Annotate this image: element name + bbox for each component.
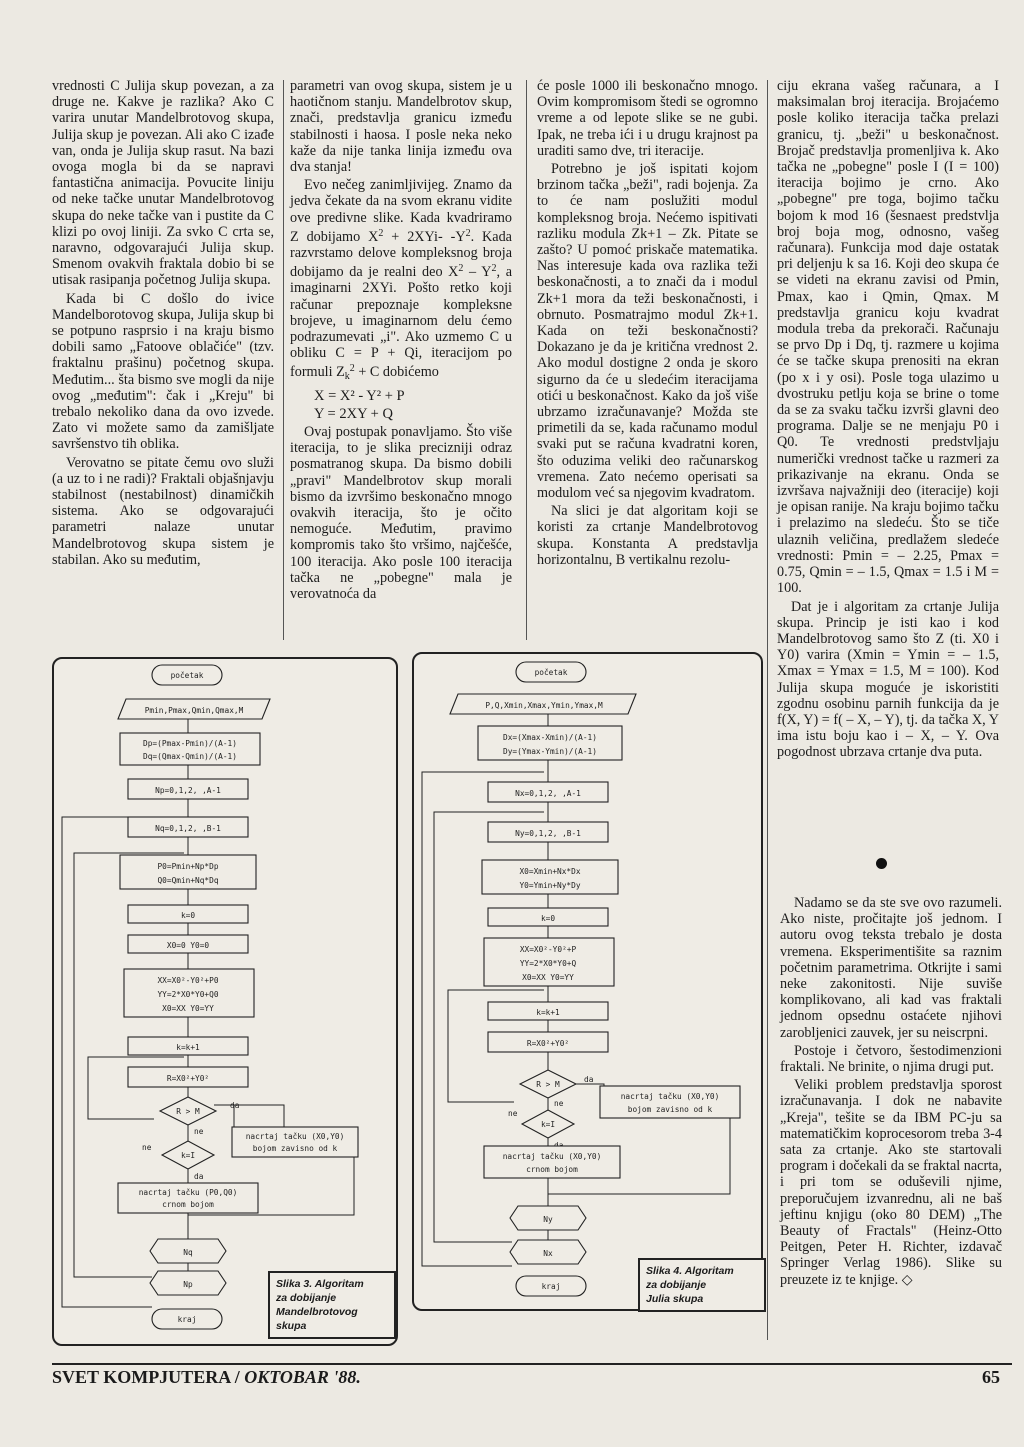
- paint-b-1: nacrtaj tačku (X0,Y0): [502, 1152, 602, 1161]
- paragraph: Nadamo se da ste sve ovo razumeli. Ako niste, pročitajte još jednom. I autoru ovog teksta trebalo je dosta vremena. Eksperimentišite sa raznim početnim parametrima. Otkrijte i sami neke zakonitosti. Nije suviše komplikovano, ali kad vas fraktali jednom opsednu ostaćete njihovi zarobljenici zauvek, jer su neiscrpni.: [780, 895, 1002, 1041]
- figure-caption-3: [268, 1271, 396, 1339]
- text-run: – Y: [463, 264, 492, 281]
- xy0-label: X0=0 Y0=0: [166, 941, 210, 950]
- yes-label: da: [584, 1075, 594, 1084]
- y0-label: Y0=Ymin+Ny*Dy: [519, 881, 581, 890]
- magazine-name: SVET KOMPJUTERA /: [52, 1367, 240, 1387]
- formula-y: Y = 2XY + Q: [314, 405, 393, 422]
- text-run: + 2XYi- -Y: [383, 228, 466, 245]
- nq-label: Nq: [183, 1248, 193, 1257]
- loop-ny-label: Ny=0,1,2, ,B-1: [515, 829, 581, 838]
- paragraph: Na slici je dat algoritam koji se koristi za crtanje Mandelbrotovog skupa. Konstanta A predstavlja horizontalnu, B vertikalnu rezolu-: [537, 503, 758, 568]
- paragraph: Potrebno je još ispitati kojom brzinom tačka „beži", radi bojenja. Za to će nam poslužiti modul kompleksnog broja. Nećemo ispitivati razliku modula Zk+1 – Zk. Pitate se zašto? U pomoć priskače matematika. Nas interesuje kada ova razlika teži beskonačnosti, a to znači da i modul Zk+1 mora da teži beskonačnosti, i obrnuto. Posmatrajmo modul Zk+1. Kada on teži beskonačnosti? Dokazano je da je kritična vrednost 2. Ako modul dostigne 2 onda je skoro sigurno da će u sledećim iteracijama otići u beskonačnost. Kako da još više ubrzamo izračunavanje? Možda ste primetili da se, kada računamo modul svaki put se računa kvadratni koren, što oduzima veliki deo računarskog vremena. Zato nećemo operisati sa modulom već sa njegovim kvadratom.: [537, 161, 758, 502]
- r-label: R=X0²+Y0²: [526, 1039, 570, 1048]
- section-bullet: [876, 858, 887, 869]
- assign-label: X0=XX Y0=YY: [522, 973, 574, 982]
- yy-label: YY=2*X0*Y0+Q: [519, 959, 577, 968]
- paragraph: Kada bi C došlo do ivice Mandelborotovog skupa, Julija skup bi se potpuno rasprsio i na kraju bismo dobili samo „Fatoove oblačiće" (tzv. fraktalnu prašinu) početnog skupa. Međutim... šta bismo sve mogli da nije ovog „međutim": čak i „Kreju" bi trebalo nekoliko dana da ovo izvede. Zato vi možete samo da zamišljate savršenstvo tih oblika.: [52, 290, 274, 453]
- p0-label: P0=Pmin+Np*Dp: [157, 862, 219, 871]
- text-run: Evo nečeg zanimljivijeg. Znamo da jedva čekate da na svom ekranu vidite ove predivne slike. Kada kvadriramo Z dobijamo X: [290, 177, 512, 245]
- loop-np-label: Np=0,1,2, ,A-1: [155, 786, 221, 795]
- superscript: 2: [465, 227, 471, 239]
- paragraph: Dat je i algoritam za crtanje Julija skupa. Princip je isti kao i kod Mandelbrotovog samo što Z (ti. X0 i Y0) varira (Xmin = Ymin = – 1.5, Xmax = Ymax = 1.5, M = 100). Kod Julija skupa moguće je iskoristiti zgodnu osobinu parnih funkcija da je f(X, Y) = f( – X, – Y), tj. da tačka X, Y ima istu boju kao i – X, – Y. Ova pogodnost ubrzava crtanje dva puta.: [777, 598, 999, 761]
- end-label: kraj: [541, 1282, 561, 1291]
- xx-label: XX=X0²-Y0²+P: [519, 945, 577, 954]
- paragraph: [290, 177, 512, 385]
- paragraph: će posle 1000 ili beskonačno mnogo. Ovim kompromisom štedi se ogromno vreme a od lepote slike se ne gubi. Ipak, ne treba ići i u drugu krajnost pa uraditi samo dve, tri iteracije.: [537, 78, 758, 159]
- flowchart-2-drawing: [414, 654, 761, 1309]
- paragraph: Veliki problem predstavlja sporost izračunavanja. I dok ne nabavite „Kreja", tešite se da IBM PC-ju sa matematičkim koprocesorom treba 3-4 sata za crtanje. Ako ste startovali program i dočekali da se fraktal nacrta, i pri tom se oduševili njime, preporučujem izvanrednu, ali ne baš jeftinu knjigu (oko 80 DEM) „The Beauty of Fractals" (Heinz-Otto Peitgen, Peter H. Richter, izdavač Springer Verlag 1986). Slike su preuzete iz te knjige. ◇: [780, 1077, 1002, 1288]
- superscript: 2: [491, 263, 497, 275]
- issue-month: OKTOBAR '88.: [244, 1367, 361, 1387]
- yes-label-2: da: [194, 1172, 204, 1181]
- magazine-title: [52, 1367, 361, 1388]
- xx-label: XX=X0²-Y0²+P0: [157, 976, 219, 985]
- paragraph: Verovatno se pitate čemu ovo služi (a uz to i ne radi)? Fraktali objašnjavju stabilnost (nestabilnost) dinamičkih sistema. Ako se odgovarajući parametri nalaze unutar Mandelbrotovog skupa sistem je stabilan. Ako su međutim,: [52, 454, 274, 568]
- caption-line: Mandelbrotovog: [276, 1306, 358, 1318]
- text-run: , a imaginarni 2XYi. Pošto retko koji računar prepoznaje kompleksne brojeve, u imaginarnom delu ćemo podrazumevati „i". Ako uzmemo C u obliku C = P + Qi, iteracijom po formuli Z: [290, 264, 512, 381]
- subscript: k: [344, 371, 350, 383]
- paint-b-2: crnom bojom: [162, 1200, 214, 1209]
- cond-r-label: R > M: [536, 1080, 560, 1089]
- paragraph: parametri van ovog skupa, sistem je u haotičnom stanju. Mandelbrotov skup, znači, predstavlja granicu između stabilnosti i haosa. I posle neka neko kaže da nije tanka linija između ova dva stanja!: [290, 78, 512, 176]
- r-label: R=X0²+Y0²: [166, 1074, 210, 1083]
- text-run: + C dobićemo: [354, 364, 439, 381]
- column-rule: [283, 80, 284, 640]
- column-rule: [767, 80, 768, 1340]
- superscript: 2: [378, 227, 384, 239]
- yy-label: YY=2*X0*Y0+Q0: [157, 990, 219, 999]
- paragraph: vrednosti C Julija skup povezan, a za druge ne. Kakve je razlika? Ako C varira unutar Mandelbrotovog skupa, Julija skup je povezan. Ali ako C izađe van, onda je Julija skup rasut. Na bazi ovoga mogla bi da se napravi fantastična animacija. Povucite liniju od neke tačke unutar Mandelbrotovog skupa do neke tačke van i pustite da C klizi po ovoj liniji. Za svko C crta se, naravno, odgovarajući Julija skup. Smenom ovakvih fraktala dobio bi se utisak rasipanja početnog Julija skupa.: [52, 78, 274, 289]
- start-label: početak: [534, 668, 568, 677]
- paragraph: Postoje i četvoro, šestodimenzioni fraktali. Ne brinite, o njima drugi put.: [780, 1042, 1002, 1076]
- kinc-label: k=k+1: [176, 1043, 200, 1052]
- dq-label: Dq=(Qmax-Qmin)/(A-1): [143, 752, 237, 761]
- input-label: Pmin,Pmax,Qmin,Qmax,M: [144, 706, 244, 715]
- dy-label: Dy=(Ymax-Ymin)/(A-1): [503, 747, 597, 756]
- paragraph: ciju ekrana vašeg računara, a I maksimalan broj iteracija. Brojaćemo posle koliko iteracija tačka prelazi granicu, tj. „beži" u beskonačnost. Brojač predstavlja promenljiva k. Ako tačka ne „pobegne" posle I (I = 100) iteracija bojimo je crno. Ako „pobegne" pre toga, bojimo tačku bojom k mod 16 (šesnaest predstvlja broj boja mog, odnosno, vašeg računara). Funkcija mod daje ostatak pri deljenju k sa 16. Koji deo skupa će se videti na ekranu zavisi od Pmin, Pmax, kao i Qmin, Qmax. M predstavlja granicu koju kvadrat modula treba da prekorači. Računaju se prvo Dp i Dq, tj. razmere u kojima će se tačke skupa prenositi na ekran (po x i y osi). Posle toga ulazimo u dvostruku petlju koja se brine o tome da se za svaku tačku izvrši glavni deo programa. Dalje se ne menjaju P0 i Q0. Te vrednosti predstvljaju numerički vrednost tačke u razmeri za prikazivanje na ekranu. Onda se izvršava najvažniji deo (iteracije) koji je opisan ranije. Na kraju bojimo tačku i prelazimo na sledeću. Što se tiče ulaznih veličina, predlažem sledeće vrednosti: Pmin = – 2.25, Pmax = 0.75, Qmin = – 1.5, Qmax = 1.5 i M = 100.: [777, 78, 999, 597]
- no-label-2: ne: [142, 1143, 152, 1152]
- text-run: . Kada razvrstamo delove kompleksnog broja dobijamo da je realni deo X: [290, 228, 512, 281]
- paint-b-2: crnom bojom: [526, 1165, 578, 1174]
- caption-line: Slika 3. Algoritam: [276, 1278, 364, 1290]
- cond-r-label: R > M: [176, 1107, 200, 1116]
- flowchart-1-drawing: [54, 659, 396, 1344]
- dx-label: Dx=(Xmax-Xmin)/(A-1): [503, 733, 597, 742]
- text-column-3: [537, 78, 758, 570]
- caption-line: za dobijanje: [276, 1292, 337, 1304]
- k0-label: k=0: [180, 911, 196, 920]
- kinc-label: k=k+1: [536, 1008, 560, 1017]
- cond-k-label: k=I: [540, 1120, 556, 1129]
- dp-label: Dp=(Pmax-Pmin)/(A-1): [143, 739, 237, 748]
- no-label: ne: [194, 1127, 204, 1136]
- loop-nx-label: Nx=0,1,2, ,A-1: [515, 789, 581, 798]
- assign-label: X0=XX Y0=YY: [162, 1004, 214, 1013]
- superscript: 2: [458, 263, 464, 275]
- paint-k-1: nacrtaj tačku (X0,Y0): [245, 1132, 345, 1141]
- text-column-4-end: [780, 895, 1002, 1290]
- text-column-4: [777, 78, 999, 763]
- formula-x: X = X² - Y² + P: [314, 387, 405, 404]
- caption-line: Slika 4. Algoritam: [646, 1265, 734, 1277]
- text-column-1: [52, 78, 274, 570]
- caption-line: za dobijanje: [646, 1279, 707, 1291]
- page-footer: [52, 1363, 1012, 1387]
- input-label: P,Q,Xmin,Xmax,Ymin,Ymax,M: [485, 701, 603, 710]
- q0-label: Q0=Qmin+Nq*Dq: [157, 876, 219, 885]
- superscript: 2: [349, 363, 355, 375]
- x0-label: X0=Xmin+Nx*Dx: [519, 867, 581, 876]
- column-rule: [526, 80, 527, 640]
- end-label: kraj: [177, 1315, 197, 1324]
- cond-k-label: k=I: [180, 1151, 196, 1160]
- paint-k-2: bojom zavisno od k: [627, 1105, 713, 1114]
- yes-label: da: [230, 1101, 240, 1110]
- paint-k-1: nacrtaj tačku (X0,Y0): [620, 1092, 720, 1101]
- paint-b-1: nacrtaj tačku (P0,Q0): [138, 1188, 238, 1197]
- loop-line-np: [62, 817, 184, 1307]
- text-column-2: [290, 78, 512, 604]
- no-label-2: ne: [508, 1109, 518, 1118]
- caption-line: Julia skupa: [646, 1293, 704, 1305]
- nx-label: Nx: [543, 1249, 553, 1258]
- ny-label: Ny: [543, 1215, 553, 1224]
- paint-k-2: bojom zavisno od k: [252, 1144, 338, 1153]
- caption-line: skupa: [276, 1320, 307, 1332]
- julia-flowchart: [412, 652, 763, 1311]
- page-number: 65: [982, 1367, 1000, 1387]
- paragraph: Ovaj postupak ponavljamo. Što više iteracija, to je slika precizniji odraz posmatranog skupa. Da bismo dobili „pravi" Mandelbrotov skup morali bismo da izvršimo beskonačno mnogo ovakvih iteracija, što je očito nemoguće. Međutim, pravimo kompromis tako što vršimo, najčešće, 100 iteracija. Ako posle 100 iteracija tačka ne „pobegne" mala je verovatnoća da: [290, 424, 512, 603]
- loop-nq-label: Nq=0,1,2, ,B-1: [155, 824, 221, 833]
- k0-label: k=0: [540, 914, 556, 923]
- figure-caption-4: [638, 1258, 766, 1312]
- mandelbrot-flowchart: [52, 657, 398, 1346]
- np-label: Np: [183, 1280, 193, 1289]
- no-label: ne: [554, 1099, 564, 1108]
- start-label: početak: [170, 671, 204, 680]
